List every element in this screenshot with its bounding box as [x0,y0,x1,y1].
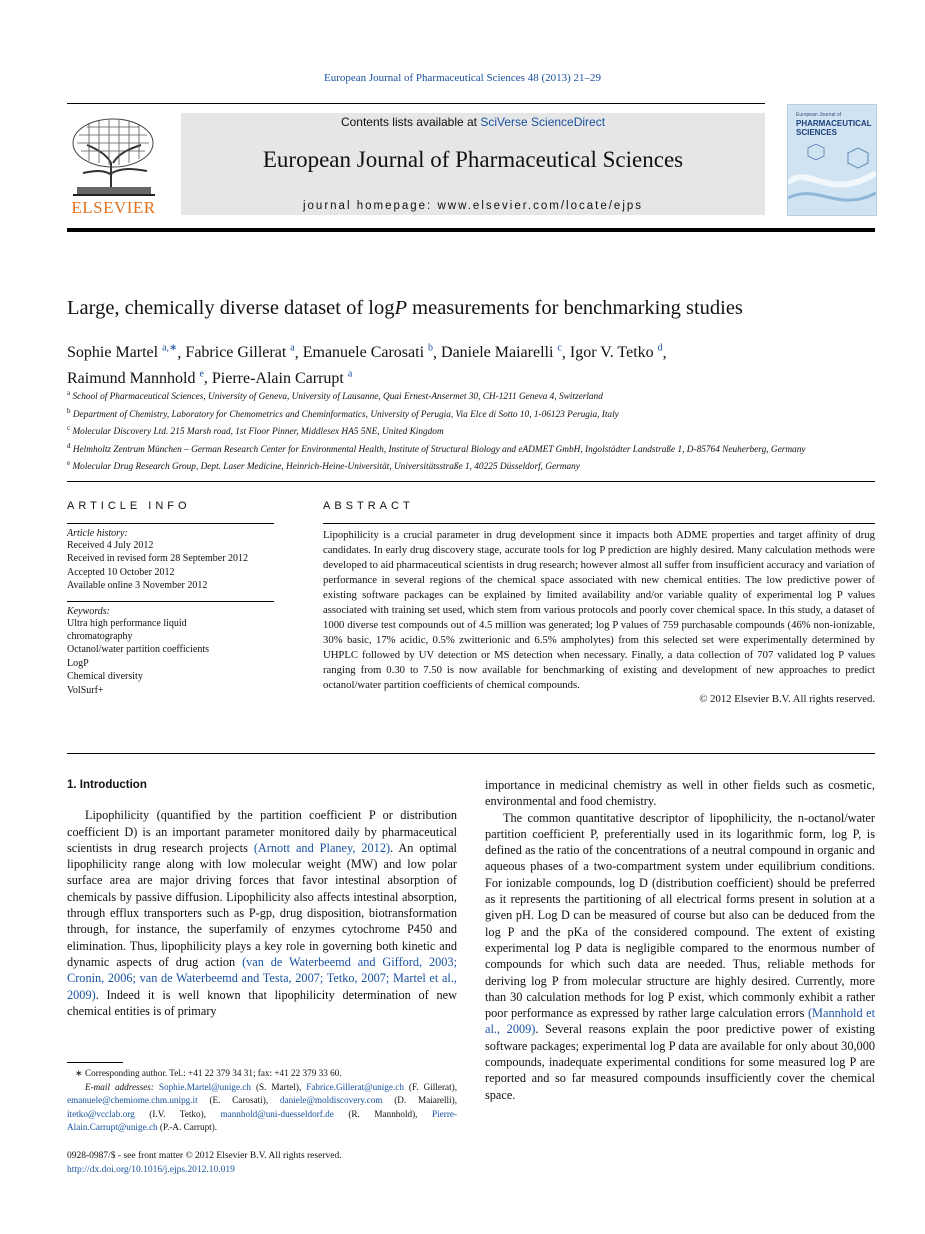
author[interactable]: Daniele Maiarelli $^c$ [441,343,562,362]
abstract-copyright: © 2012 Elsevier B.V. All rights reserved. [699,693,875,705]
body-paragraph: The common quantitative descriptor of lipophilicity, the n-octanol/water partition coefficient P, preferentially used in its logarithmic form, log P, is defined as the ratio of the concentrations of a neutral compound in organic and aqueous phases of a two-compartment system under equilibrium conditions. For ionizable compounds, log D (distribution coefficient) should be preferred as it represents the partitioning of all electrical forms present in solution at a given pH. Log D can be measured of course but also can be deduced from the log P and the pKa of the considered compound. The extent of existing experimental log P data is negligible compared to the enormous number of compounds for which such data are needed. Thus, reliable methods for deriving log P from molecular structure are highly desired. Currently, more than 30 calculation methods for log P exist, which commonly exhibit a rather poor performance as expressed by rather large calculation errors (Mannhold et al., 2009). Several reasons explain the poor predictive power of existing software packages; experimental log P data are available for only about 30,000 compounds, inadequate experimental conditions for some measured log P are reported and so far measured compounds insufficiently cover the chemical space. [485,810,875,1102]
body-left-column [67,777,457,1019]
email-link[interactable]: emanuele@chemiome.chm.unipg.it [67,1095,198,1105]
author[interactable]: Raimund Mannhold $^e$ [67,368,204,387]
email-addresses: E-mail addresses: Sophie.Martel@unige.ch (S. Martel), Fabrice.Gillerat@unige.ch (F. Gillerat), emanuele@chemiome.chm.unipg.it (E. Carosati), daniele@moldiscovery.com (D. Maiarelli), itetko@vcclab.org (I.V. Tetko), mannhold@uni-duesseldorf.de (R. Mannhold), Pierre-Alain.Carrupt@unige.ch (P.-A. Carrupt). [67,1081,458,1132]
abstract-bottom-rule [67,753,875,754]
journal-banner [181,113,765,215]
footnote [67,1067,457,1135]
history-item: Received 4 July 2012 [67,540,154,551]
history-item: Available online 3 November 2012 [67,580,208,592]
journal-cover-thumbnail[interactable] [787,104,877,216]
homepage-url[interactable]: www.elsevier.com/locate/ejps [437,200,644,212]
cover-subtitle: European Journal of [796,112,842,118]
keyword: Octanol/water partition coefficients [67,644,209,656]
affiliation: $^c$ Molecular Discovery Ltd. 215 Marsh road, 1st Floor Pinner, Middlesex HA5 5NE, United Kingdom [67,424,444,438]
keyword: VolSurf+ [67,684,104,696]
reference-link[interactable]: (Mannhold et al., 2009) [485,1006,875,1037]
body-paragraph: importance in medicinal chemistry as well in other fields such as cosmetic, environmental and food chemistry. [485,778,875,809]
journal-title: European Journal of Pharmaceutical Sciences [262,147,684,172]
contents-line [181,115,765,129]
keywords-label: Keywords: [67,605,110,617]
reference-link[interactable]: (van de Waterbeemd and Gifford, 2003; Cronin, 2006; van de Waterbeemd and Testa, 2007; Tetko, 2007; Martel et al., 2009) [67,954,457,1002]
history-item: Received in revised form 28 September 2012 [67,553,249,565]
homepage-prefix: journal homepage: [302,200,438,212]
article-info [67,500,274,697]
affiliation: $^b$ Department of Chemistry, Laboratory for Chemometrics and Cheminformatics, University of Perugia, Via Elce di Sotto 10, 1-06123 Perugia, Italy [67,406,619,420]
email-link[interactable]: itetko@vcclab.org [67,1108,135,1119]
doi-link[interactable]: http://dx.doi.org/10.1016/j.ejps.2012.10.019 [67,1164,235,1175]
footnote-rule [67,1062,123,1063]
author[interactable]: Sophie Martel $^{a,∗}$ [67,343,178,362]
header-bottom-rule [67,228,875,232]
article-info-rule [67,523,274,524]
title-italic-p: P [394,297,408,319]
corresponding-author: ∗ Corresponding author. Tel.: +41 22 379 34 31; fax: +41 22 379 33 60. [75,1068,342,1078]
contents-prefix: Contents lists available at [340,115,481,129]
elsevier-logo [67,115,160,215]
author[interactable]: Pierre-Alain Carrupt $^a$ [211,368,353,387]
title-text-2: measurements for benchmarking studies [407,297,743,319]
article-title [67,297,743,320]
abstract-heading: ABSTRACT [323,500,414,512]
body-paragraph: Lipophilicity (quantified by the partition coefficient P or distribution coefficient D) is an important parameter monitored daily by pharmaceutical scientists in drug research projects (Arnott and Planey, 2012). An optimal lipophilicity range along with low molecular weight (MW) and low polar surface area are major driving forces that favor intestinal absorption of chemicals by passive diffusion. Lipophilicity also affects intestinal absorption, through efflux transporters such as P-gp, drug disposition, biotransformation through, for instance, the superfamily of enzymes cytochrome P450 and elimination. Thus, lipophilicity plays a key role in governing both kinetic and dynamic aspects of drug action (van de Waterbeemd and Gifford, 2003; Cronin, 2006; van de Waterbeemd and Testa, 2007; Tetko, 2007; Martel et al., 2009). Indeed it is well known that lipophilicity determination of new chemical entities is of primary [67,808,457,1018]
journal-homepage [181,200,765,212]
section-heading: 1. Introduction [67,779,147,791]
abstract [323,500,875,705]
email-link[interactable]: Fabrice.Gillerat@unige.ch [306,1081,404,1092]
keywords-rule [67,601,274,602]
issn-line: 0928-0987/$ - see front matter © 2012 Elsevier B.V. All rights reserved. [67,1151,342,1161]
article-info-heading: ARTICLE INFO [67,500,191,512]
abstract-text: Lipophilicity is a crucial parameter in drug development since it impacts both ADME properties and target affinity of drug candidates. In early drug discovery stage, accurate tools for log P prediction are highly desired. Many calculation methods were developed to aid pharmaceutical scientists in drug research; however almost all suffer from insufficient accuracy and variation of performance in several regions of the chemical space associated with new chemical entities. The low predictive power of existing software packages can be explained by limited availability and/or variable quality of experimental log P values associated with training set used, which stem from various protocols and poorly cover chemical space. In this study, a dataset of 1000 diverse test compounds out of 4.5 million was generated; log P values of 759 purchasable compounds (46% non-ionizable, 30% basic, 17% acidic, 0.5% zwitterionic and 6.5% ampholytes) from this selected set were experimentally determined by UHPLC followed by UV detection or MS detection when necessary. Finally, a data collection of 707 validated log P values ranging from 0.30 to 7.50 is now available for benchmarking of existing and development of new approaches to predict octanol/water partition coefficients of chemical compounds. [323,529,875,691]
affiliation: $^a$ School of Pharmaceutical Sciences, University of Geneva, University of Lausanne, Quai Ernest-Ansermet 30, CH-1211 Geneva 4, Switzerland [67,389,603,403]
email-link[interactable]: Sophie.Martel@unige.ch [158,1081,252,1092]
author-list: Sophie Martel $^{a,∗}$, Fabrice Gillerat $^a$, Emanuele Carosati $^b$, Daniele Maiarelli $^c$, Igor V. Tetko $^d$, Raimund Mannhold $^e$, Pierre-Alain Carrupt $^a$ [67,343,667,387]
header-top-rule [67,103,765,104]
history-label: Article history: [67,528,128,539]
cover-molecule-icon [788,143,876,215]
sciencedirect-link[interactable]: SciVerse ScienceDirect [480,115,606,129]
abstract-rule [323,523,875,524]
journal-citation[interactable]: European Journal of Pharmaceutical Sciences 48 (2013) 21–29 [323,72,602,84]
affiliation: $^e$ Molecular Drug Research Group, Dept. Laser Medicine, Heinrich-Heine-Universität, Universitätsstraße 1, 40225 Düsseldorf, Germany [67,459,580,473]
affiliations-rule [67,481,875,482]
email-link[interactable]: daniele@moldiscovery.com [279,1095,383,1105]
email-link[interactable]: mannhold@uni-duesseldorf.de [220,1108,334,1119]
body-right-column [485,777,875,1103]
elsevier-wordmark: ELSEVIER [71,198,156,217]
keyword: Chemical diversity [67,671,143,683]
author[interactable]: Igor V. Tetko $^d$ [569,343,663,362]
affiliations [67,387,875,475]
keyword: LogP [67,657,89,669]
title-text-1: Large, chemically diverse dataset of log [67,297,395,319]
elsevier-tree-icon [67,115,160,199]
author[interactable]: Emanuele Carosati $^b$ [302,343,434,362]
author[interactable]: Fabrice Gillerat $^a$ [185,343,295,362]
keyword: Ultra high performance liquid chromatography [67,617,187,643]
affiliation: $^d$ Helmholtz Zentrum München – German Research Center for Environmental Health, Institute of Structural Biology and eADMET GmbH, Ingolstädter Landstraße 1, D-85764 Neuherberg, Germany [67,441,806,455]
reference-link[interactable]: (Arnott and Planey, 2012) [253,840,391,855]
front-matter [67,1150,342,1177]
cover-title: PHARMACEUTICAL SCIENCES [796,119,872,137]
email-link[interactable]: Pierre-Alain.Carrupt@unige.ch [67,1108,458,1132]
history-item: Accepted 10 October 2012 [67,566,175,578]
